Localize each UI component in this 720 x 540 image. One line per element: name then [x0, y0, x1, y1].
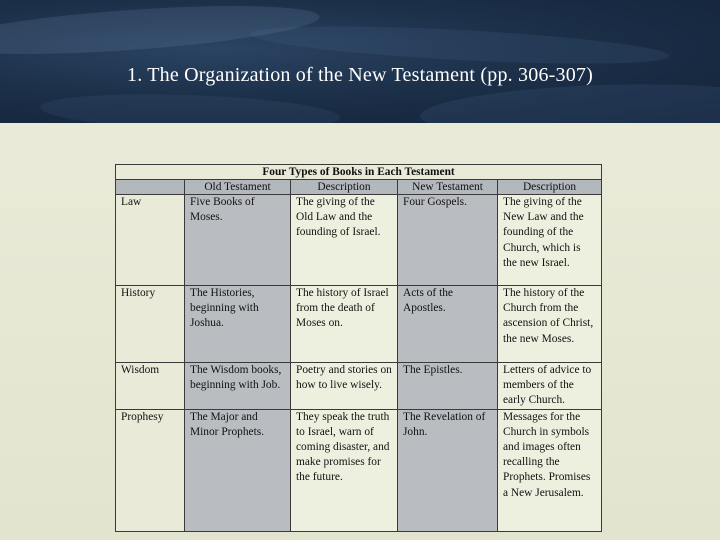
header-texture [39, 90, 340, 123]
column-header: Description [498, 180, 602, 195]
slide-header [0, 0, 720, 123]
category-cell: Prophesy [116, 409, 185, 531]
table-row [116, 195, 602, 286]
ot-description-cell: Poetry and stories on how to live wisely. [291, 363, 398, 410]
category-cell: Law [116, 195, 185, 286]
new-testament-cell: Four Gospels. [398, 195, 498, 286]
ot-description-cell: The giving of the Old Law and the founding of Israel. [291, 195, 398, 286]
column-header: Description [291, 180, 398, 195]
category-cell: Wisdom [116, 363, 185, 410]
new-testament-cell: Acts of the Apostles. [398, 286, 498, 363]
table-row [116, 363, 602, 410]
nt-description-cell: The history of the Church from the ascension of Christ, the new Moses. [498, 286, 602, 363]
old-testament-cell: Five Books of Moses. [185, 195, 291, 286]
table-header-row [116, 180, 602, 195]
old-testament-cell: The Histories, beginning with Joshua. [185, 286, 291, 363]
table-row [116, 286, 602, 363]
column-header: New Testament [398, 180, 498, 195]
nt-description-cell: The giving of the New Law and the founding of the Church, which is the new Israel. [498, 195, 602, 286]
old-testament-cell: The Major and Minor Prophets. [185, 409, 291, 531]
slide-title: 1. The Organization of the New Testament (pp. 306-307) [127, 64, 593, 86]
nt-description-cell: Messages for the Church in symbols and images often recalling the Prophets. Promises a New Jerusalem. [498, 409, 602, 531]
table-caption: Four Types of Books in Each Testament [116, 165, 602, 180]
new-testament-cell: The Epistles. [398, 363, 498, 410]
ot-description-cell: They speak the truth to Israel, warn of coming disaster, and make promises for the future. [291, 409, 398, 531]
ot-description-cell: The history of Israel from the death of Moses on. [291, 286, 398, 363]
column-header [116, 180, 185, 195]
books-table [115, 164, 602, 532]
new-testament-cell: The Revelation of John. [398, 409, 498, 531]
category-cell: History [116, 286, 185, 363]
nt-description-cell: Letters of advice to members of the early Church. [498, 363, 602, 410]
table-row [116, 409, 602, 531]
column-header: Old Testament [185, 180, 291, 195]
old-testament-cell: The Wisdom books, beginning with Job. [185, 363, 291, 410]
